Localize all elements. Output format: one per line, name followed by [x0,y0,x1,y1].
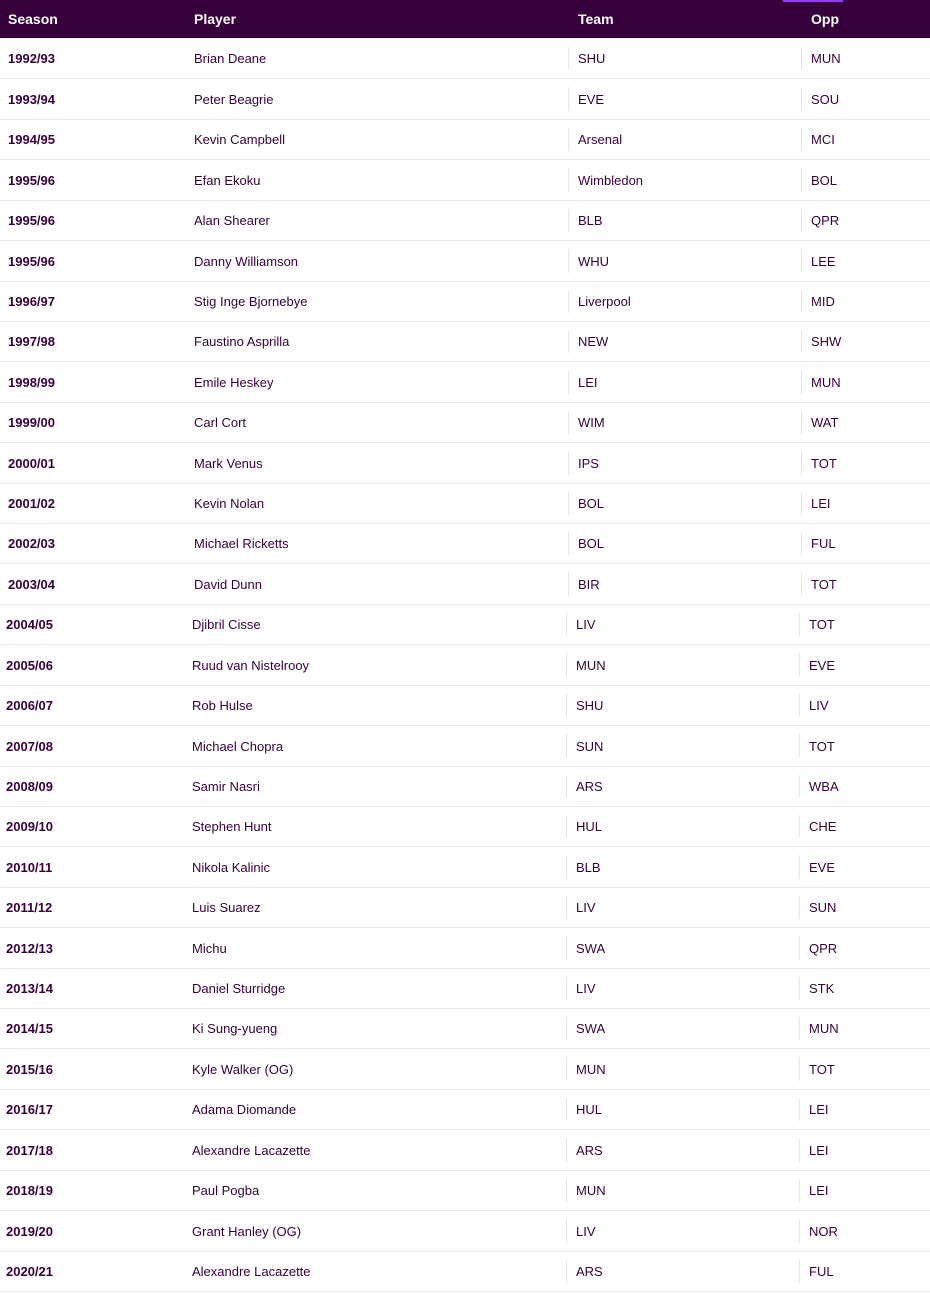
player-cell: Alexandre Lacazette [192,1142,311,1158]
season-cell: 2000/01 [8,455,55,471]
table-row [0,443,930,484]
table-row [0,1211,930,1252]
opp-cell: MCI [801,128,835,151]
table-row [0,767,930,807]
table-row [0,120,930,160]
team-cell: HUL [566,1098,602,1121]
table-row [0,726,930,767]
column-header-season[interactable]: Season [8,11,58,27]
season-cell: 1995/96 [8,172,55,188]
season-cell: 2003/04 [8,576,55,592]
team-cell: Wimbledon [568,168,643,192]
opp-cell: MID [801,290,835,313]
player-cell: Grant Hanley (OG) [192,1223,302,1239]
season-cell: 2012/13 [6,940,53,956]
team-cell: ARS [566,1138,603,1162]
team-cell: SHU [568,47,605,70]
table-row [0,241,930,282]
opp-cell: TOT [799,734,835,758]
opp-cell: FUL [799,1260,834,1283]
table-row [0,1252,930,1292]
player-cell: Luis Suarez [192,900,261,915]
opp-cell: SHW [801,330,841,353]
player-cell: Alan Shearer [194,213,270,228]
player-cell: Michu [192,940,227,956]
opp-cell: LEI [799,1179,829,1202]
team-cell: Liverpool [568,290,631,313]
player-cell: Mark Venus [194,455,263,471]
season-cell: 1995/96 [8,253,55,269]
table-row [0,1009,930,1049]
opp-cell: MUN [801,370,841,394]
season-cell: 2017/18 [6,1142,53,1158]
opp-cell: SUN [799,896,836,919]
player-cell: Ruud van Nistelrooy [192,657,310,673]
player-cell: Rob Hulse [192,698,253,713]
season-cell: 2015/16 [6,1061,53,1077]
player-cell: Peter Beagrie [194,91,274,107]
opp-cell: NOR [799,1219,838,1243]
season-cell: 1993/94 [8,91,55,107]
player-cell: Efan Ekoku [194,172,261,188]
season-cell: 2010/11 [6,859,53,875]
column-header-opp[interactable]: Opp [811,11,839,27]
table-row [0,201,930,241]
team-cell: BOL [568,532,604,555]
team-cell: BOL [568,492,604,515]
table-row [0,484,930,524]
opp-cell: LEE [801,249,836,273]
player-cell: Emile Heskey [194,374,274,390]
season-cell: 2009/10 [6,819,53,834]
season-cell: 1998/99 [8,374,55,390]
table-row [0,888,930,928]
opp-cell: MUN [799,1017,839,1040]
player-cell: Djibril Cisse [192,617,261,632]
player-cell: Adama Diomande [192,1102,297,1117]
opp-cell: LEI [799,1098,829,1121]
team-cell: EVE [568,87,604,111]
table-row [0,564,930,605]
team-cell: MUN [566,1057,606,1081]
player-cell: Brian Deane [194,51,267,66]
opp-cell: WAT [801,411,838,434]
team-cell: LIV [566,977,596,1000]
opp-cell: TOT [801,451,837,475]
season-cell: 1994/95 [8,132,55,147]
season-cell: 2011/12 [6,900,53,915]
season-cell: 2004/05 [6,617,53,632]
season-cell: 2016/17 [6,1102,53,1117]
opp-cell: WBA [799,775,839,798]
player-cell: Alexandre Lacazette [192,1264,311,1279]
table-row [0,1171,930,1211]
player-cell: Stig Inge Bjornebye [194,294,308,309]
table-row [0,403,930,443]
player-cell: Kyle Walker (OG) [192,1061,294,1077]
opp-cell: LEI [801,492,831,515]
player-cell: Nikola Kalinic [192,859,271,875]
team-cell: MUN [566,1179,606,1202]
player-cell: Carl Cort [194,415,247,430]
table-row [0,1130,930,1171]
season-cell: 2019/20 [6,1223,53,1239]
table-row [0,1049,930,1090]
team-cell: WHU [568,249,609,273]
season-cell: 2018/19 [6,1183,53,1198]
opp-cell: LEI [799,1138,829,1162]
team-cell: SWA [566,1017,605,1040]
team-cell: LIV [566,613,596,636]
team-cell: ARS [566,1260,603,1283]
team-cell: WIM [568,411,605,434]
opp-cell: LIV [799,694,829,717]
team-cell: LEI [568,370,598,394]
player-cell: Stephen Hunt [192,819,272,834]
player-cell: Michael Ricketts [194,536,289,551]
player-cell: Samir Nasri [192,779,260,794]
opp-cell: CHE [799,815,836,838]
team-cell: BIR [568,572,600,596]
team-cell: SHU [566,694,603,717]
season-cell: 1996/97 [8,294,55,309]
team-cell: LIV [566,1219,596,1243]
player-cell: Danny Williamson [194,253,299,269]
table-row [0,160,930,201]
team-cell: BLB [568,209,603,232]
table-row [0,605,930,645]
season-cell: 2020/21 [6,1264,53,1279]
opp-cell: BOL [801,168,837,192]
table-header [0,0,930,38]
season-cell: 2007/08 [6,738,53,754]
season-cell: 2001/02 [8,496,55,511]
season-cell: 2014/15 [6,1021,53,1036]
team-cell: SUN [566,734,603,758]
player-cell: David Dunn [194,576,262,592]
table-row [0,524,930,564]
player-cell: Kevin Nolan [194,496,265,511]
team-cell: Arsenal [568,128,622,151]
season-cell: 1999/00 [8,415,55,430]
team-cell: IPS [568,451,599,475]
season-cell: 2008/09 [6,779,53,794]
opp-cell: SOU [801,87,839,111]
table-row [0,79,930,120]
table-row [0,686,930,726]
opp-cell: MUN [801,47,841,70]
header-accent-bar [783,0,843,2]
table-row [0,39,930,79]
team-cell: NEW [568,330,608,353]
player-cell: Kevin Campbell [194,132,286,147]
table-row [0,645,930,686]
opp-cell: QPR [801,209,839,232]
player-cell: Paul Pogba [192,1183,260,1198]
season-cell: 2005/06 [6,657,53,673]
team-cell: MUN [566,653,606,677]
team-cell: SWA [566,936,605,960]
season-cell: 1997/98 [8,334,55,349]
table-row [0,969,930,1009]
opp-cell: TOT [801,572,837,596]
opp-cell: STK [799,977,834,1000]
opp-cell: EVE [799,855,835,879]
player-cell: Faustino Asprilla [194,334,290,349]
column-header-team[interactable]: Team [578,11,614,27]
opp-cell: TOT [799,613,835,636]
team-cell: HUL [566,815,602,838]
table-row [0,928,930,969]
player-cell: Michael Chopra [192,738,284,754]
team-cell: ARS [566,775,603,798]
table-row [0,807,930,847]
player-cell: Daniel Sturridge [192,981,286,996]
table-row [0,1090,930,1130]
team-cell: BLB [566,855,601,879]
opp-cell: EVE [799,653,835,677]
season-cell: 1995/96 [8,213,55,228]
table-row [0,847,930,888]
table-row [0,322,930,362]
team-cell: LIV [566,896,596,919]
table-row [0,282,930,322]
table-row [0,362,930,403]
season-cell: 1992/93 [8,51,55,66]
player-cell: Ki Sung-yueng [192,1021,278,1036]
opp-cell: FUL [801,532,836,555]
season-cell: 2002/03 [8,536,55,551]
opp-cell: TOT [799,1057,835,1081]
column-header-player[interactable]: Player [194,11,237,27]
season-cell: 2013/14 [6,981,53,996]
season-cell: 2006/07 [6,698,53,713]
opp-cell: QPR [799,936,837,960]
